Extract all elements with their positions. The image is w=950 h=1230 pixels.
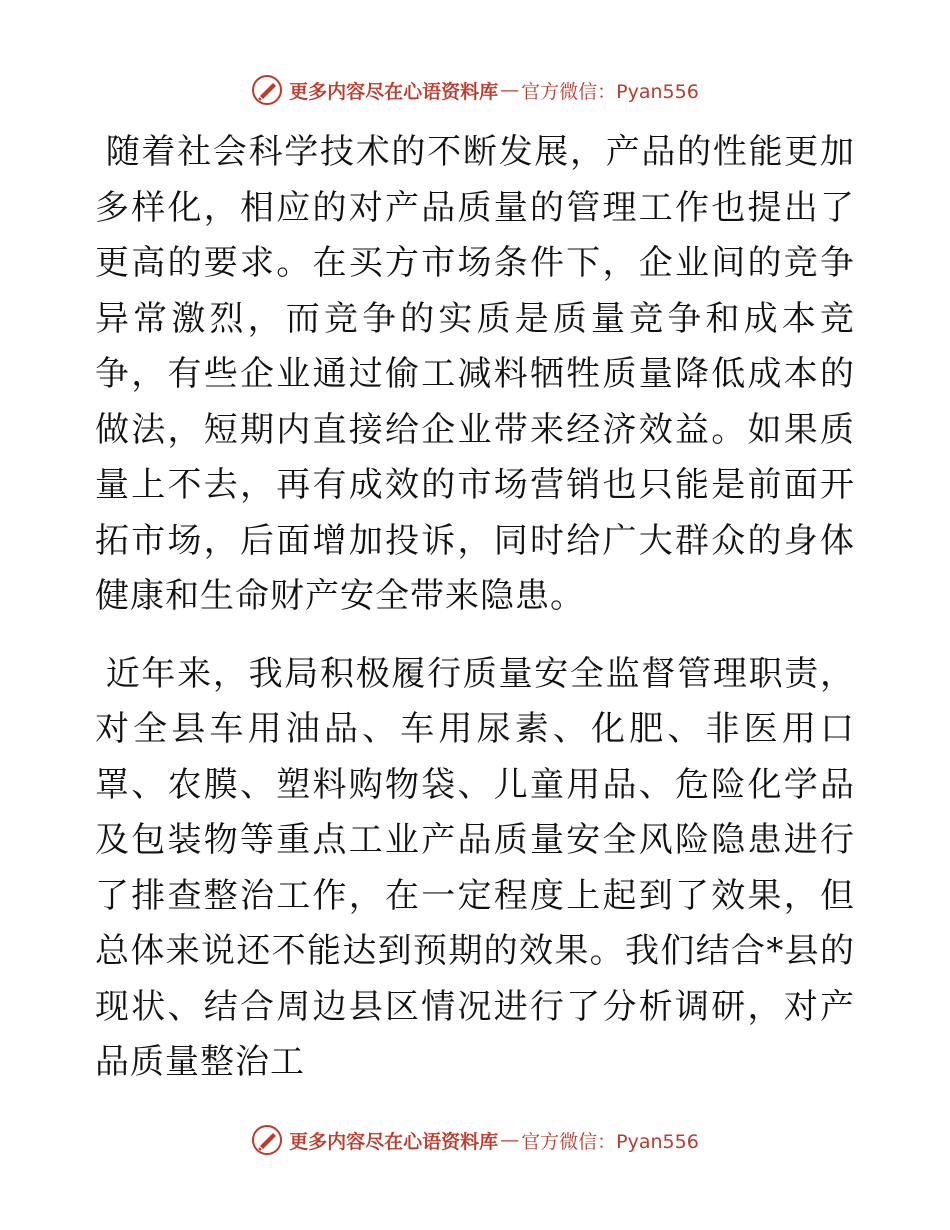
footer-banner [0,1120,950,1160]
document-body [95,125,855,1113]
paragraph-2 [95,647,855,1091]
banner-wechat-text: 官方微信：Pyan556 [521,1130,699,1153]
paragraph-1 [95,125,855,625]
banner-wechat-text: 官方微信：Pyan556 [521,80,699,103]
banner-separator: — [500,1129,520,1151]
banner-library-text: 更多内容尽在心语资料库 [289,80,499,103]
banner-library-text: 更多内容尽在心语资料库 [289,1130,499,1153]
logo-icon [251,74,283,106]
banner-separator: — [500,79,520,101]
paragraph-1-text: 随着社会科学技术的不断发展，产品的性能更加多样化，相应的对产品质量的管理工作也提出了更高的要求。在买方市场条件下，企业间的竞争异常激烈，而竞争的实质是质量竞争和成本竞争，有些企业通过偷工减料牺牲质量降低成本的做法，短期内直接给企业带来经济效益。如果质量上不去，再有成效的市场营销也只能是前面开拓市场，后面增加投诉，同时给广大群众的身体健康和生命财产安全带来隐患。 [95,132,855,616]
paragraph-2-text: 近年来，我局积极履行质量安全监督管理职责，对全县车用油品、车用尿素、化肥、非医用口罩、农膜、塑料购物袋、儿童用品、危险化学品及包装物等重点工业产品质量安全风险隐患进行了排查整治工作，在一定程度上起到了效果，但总体来说还不能达到预期的效果。我们结合*县的现状、结合周边县区情况进行了分析调研，对产品质量整治工 [95,653,855,1082]
header-banner [0,70,950,110]
logo-icon [251,1124,283,1156]
